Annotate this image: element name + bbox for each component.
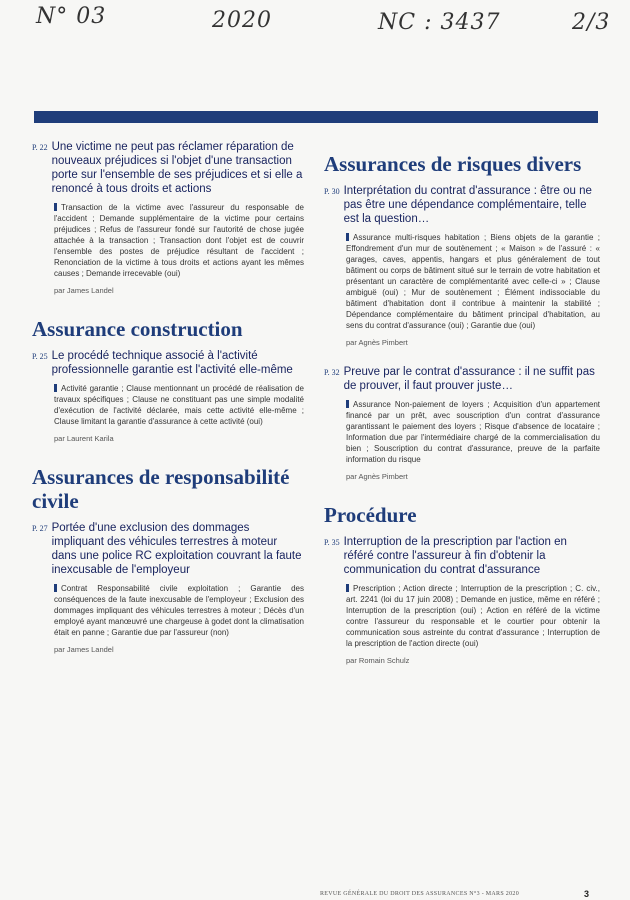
- bullet-marker: [54, 384, 57, 392]
- page-number: 3: [584, 889, 590, 899]
- article-title: Interruption de la prescription par l'action en référé contre l'assureur à fin d'obtenir la communication du contrat d'assurance: [343, 536, 567, 576]
- page-ref: P. 32: [324, 368, 340, 377]
- article-author: par James Landel: [54, 286, 114, 295]
- article-body: Contrat Responsabilité civile exploitation ; Garantie des conséquences de la faute inexcusable de l'employeur ; Exclusion des dommages impliquant des véhicules terrestres à moteur ; Décès d'un employé ayant manœuvré une chargeuse à godet dont la climatisation était en panne ; Garantie due par l'assureur (non): [54, 584, 304, 637]
- section-title-risques-divers: Assurances de risques divers: [324, 152, 582, 176]
- page-ref: P. 30: [324, 187, 340, 196]
- handwritten-year: 2020: [212, 8, 272, 33]
- page-ref: P. 22: [32, 143, 48, 152]
- bullet-marker: [346, 400, 349, 408]
- section-title-rc: Assurances de responsabilité civile: [32, 465, 290, 513]
- bullet-marker: [346, 584, 349, 592]
- article-title: Une victime ne peut pas réclamer réparation de nouveaux préjudices si l'objet d'une transaction porte sur l'ensemble de ses préjudices et si elle a renoncé à tous droits et actions: [51, 141, 303, 195]
- article-p27: [32, 521, 304, 654]
- handwritten-nc: NC : 3437: [378, 10, 501, 35]
- page-ref: P. 27: [32, 524, 48, 533]
- article-author: par Laurent Karila: [54, 434, 114, 443]
- article-author: par Agnès Pimbert: [346, 338, 408, 347]
- article-p35: [324, 535, 600, 665]
- article-body: Prescription ; Action directe ; Interruption de la prescription ; C. civ., art. 2241 (loi du 17 juin 2008) ; Demande en justice, même en référé ; Interruption de la prescription (oui) ; Action en référé de la victime contre l'assureur du responsable et le courtier pour obtenir la communication sous astreinte du contrat d'assurance ; Interruption de la prescription de l'action directe (oui): [346, 584, 600, 648]
- article-body: Activité garantie ; Clause mentionnant un procédé de réalisation de travaux spécifiques ; Clause ne constituant pas une simple modalité d'exécution de l'activité déclarée, mais cette activité elle-même ; Clause limitant la garantie d'assurance à cette activité (oui): [54, 384, 304, 426]
- journal-footer: REVUE GÉNÉRALE DU DROIT DES ASSURANCES N°3 - MARS 2020: [320, 891, 520, 897]
- bullet-marker: [54, 584, 57, 592]
- handwritten-number: N° 03: [36, 4, 107, 29]
- article-body: Transaction de la victime avec l'assureur du responsable de l'accident ; Demande supplémentaire de la victime pour certains préjudices ; Refus de l'assureur fondé sur l'autorité de chose jugée attachée à la transaction ; Transaction dont l'objet est de couvrir l'ensemble des postes de préjudice résultant de l'accident ; Renonciation de la victime à tous droits et actions ayant les mêmes causes ; Demande irrecevable (oui): [54, 203, 304, 278]
- bullet-marker: [346, 233, 349, 241]
- article-title: Interprétation du contrat d'assurance : être ou ne pas être une dépendance complémentaire, telle est la question…: [343, 185, 592, 225]
- article-title: Le procédé technique associé à l'activité professionnelle garantie est l'activité elle-même: [51, 350, 293, 376]
- page-ref: P. 35: [324, 538, 340, 547]
- page-ref: P. 25: [32, 352, 48, 361]
- article-title: Portée d'une exclusion des dommages impliquant des véhicules terrestres à moteur dans une police RC exploitation couvrant la faute inexcusable de l'employeur: [51, 522, 302, 576]
- right-column: [324, 152, 600, 679]
- section-title-procedure: Procédure: [324, 503, 417, 527]
- article-author: par Agnès Pimbert: [346, 472, 408, 481]
- article-p30: [324, 184, 600, 347]
- article-title: Preuve par le contrat d'assurance : il ne suffit pas de prouver, il faut prouver juste…: [343, 366, 595, 392]
- article-author: par Romain Schulz: [346, 656, 410, 665]
- article-p32: [324, 365, 600, 481]
- header-bar: [34, 111, 598, 123]
- article-p22: [32, 140, 304, 295]
- left-column: [32, 140, 304, 668]
- article-body: Assurance multi-risques habitation ; Biens objets de la garantie ; Effondrement d'un mur de soutènement ; « Maison » de l'assuré : « garages, caves, appentis, hangars et plus généralement de tout bâtiment ou corps de bâtiment situé sur le terrain de votre habitation et présentant un caractère de complémentarité avec celle-ci » ; Clause ambiguë (oui) ; Mur de soutènement ; Élément indissociable du bâtiment d'habitation dont il contribue à maintenir la stabilité ; Dépendance complémentaire du bâtiment principal d'habitation, au sens du contrat d'assurance (oui) ; Garantie due (oui): [346, 233, 600, 330]
- article-p25: [32, 349, 304, 443]
- bullet-marker: [54, 203, 57, 211]
- section-title-construction: Assurance construction: [32, 317, 243, 341]
- handwritten-page: 2/3: [572, 10, 611, 35]
- article-body: Assurance Non-paiement de loyers ; Acquisition d'un appartement financé par un prêt, avec souscription d'un contrat d'assurance garantissant le paiement des loyers ; Risque d'absence de locataire ; Information due par l'intermédiaire chargé de la commercialisation du bien ; Souscription du contrat d'assurance, preuve de la parfaite information du risque: [346, 400, 600, 464]
- article-author: par James Landel: [54, 645, 114, 654]
